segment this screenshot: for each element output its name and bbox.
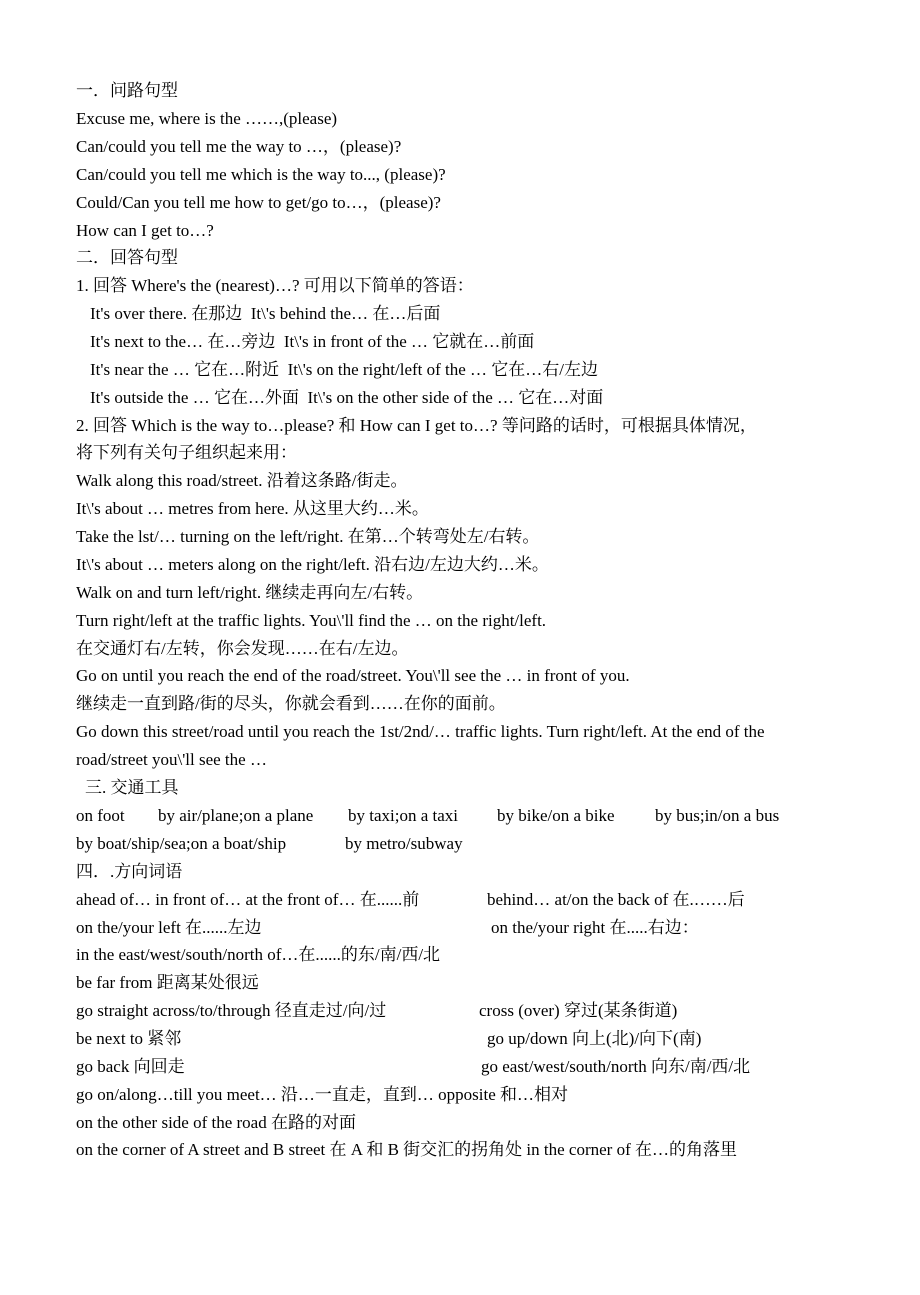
transport-by-bike: by bike/on a bike	[497, 806, 615, 825]
transport-by-taxi: by taxi;on a taxi	[348, 806, 459, 825]
section2-item2-line-6: Turn right/left at the traffic lights. You\'ll find the … on the right/left.	[76, 611, 547, 630]
section2-item2-line-4: It\'s about … meters along on the right/left. 沿右边/左边大约…米。	[76, 555, 549, 574]
direction-go-up-down: go up/down 向上(北)/向下(南)	[487, 1029, 702, 1048]
section2-heading: 二．回答句型	[76, 248, 178, 267]
section2-item1-line-4: It's outside the … 它在…外面 It\'s on the other side of the … 它在…对面	[90, 388, 604, 407]
direction-left: on the/your left 在......左边	[76, 918, 262, 937]
direction-corner: on the corner of A street and B street 在 A 和 B 街交汇的拐角处 in the corner of 在…的角落里	[76, 1140, 737, 1159]
direction-ahead: ahead of… in front of… at the front of… 在......前	[76, 890, 420, 909]
section2-item1-line-1: It's over there. 在那边 It\'s behind the… 在…后面	[90, 304, 441, 323]
section1-heading: 一．问路句型	[76, 81, 178, 100]
section4-heading: 四．.方向词语	[76, 862, 183, 881]
section2-item2-line-11: road/street you\'ll see the …	[76, 750, 267, 769]
direction-behind: behind… at/on the back of 在.……后	[487, 890, 745, 909]
section3-heading: 三. 交通工具	[85, 778, 179, 797]
direction-next-to: be next to 紧邻	[76, 1029, 182, 1048]
section2-item2-line-1: Walk along this road/street. 沿着这条路/街走。	[76, 471, 408, 490]
section1-line-4: Could/Can you tell me how to get/go to…，(please)?	[76, 193, 441, 212]
direction-go-straight: go straight across/to/through 径直走过/向/过	[76, 1001, 387, 1020]
section1-line-3: Can/could you tell me which is the way to..., (please)?	[76, 165, 446, 184]
direction-far-from: be far from 距离某处很远	[76, 973, 259, 992]
section2-item1-intro: 1. 回答 Where's the (nearest)…? 可用以下简单的答语：	[76, 276, 474, 295]
section2-item2-intro-b: 将下列有关句子组织起来用：	[76, 443, 297, 462]
section2-item2-line-5: Walk on and turn left/right. 继续走再向左/右转。	[76, 583, 424, 602]
transport-by-bus: by bus;in/on a bus	[655, 806, 780, 825]
section2-item2-line-7: 在交通灯右/左转，你会发现……在右/左边。	[76, 639, 409, 658]
direction-other-side: on the other side of the road 在路的对面	[76, 1113, 356, 1132]
section2-item2-intro-a: 2. 回答 Which is the way to…please? 和 How can I get to…? 等问路的话时，可根据具体情况，	[76, 416, 757, 435]
section2-item2-line-10: Go down this street/road until you reach the 1st/2nd/… traffic lights. Turn right/left. At the end of the	[76, 722, 765, 741]
direction-go-along: go on/along…till you meet… 沿…一直走，直到… opposite 和…相对	[76, 1085, 569, 1104]
section2-item2-line-3: Take the lst/… turning on the left/right. 在第…个转弯处左/右转。	[76, 527, 540, 546]
direction-go-back: go back 向回走	[76, 1057, 185, 1076]
direction-right: on the/your right 在.....右边：	[491, 918, 699, 937]
section2-item2-line-2: It\'s about … metres from here. 从这里大约…米。	[76, 499, 429, 518]
transport-by-air: by air/plane;on a plane	[158, 806, 314, 825]
transport-by-metro: by metro/subway	[345, 834, 463, 853]
section2-item2-line-9: 继续走一直到路/街的尽头，你就会看到……在你的面前。	[76, 694, 506, 713]
direction-east-west: in the east/west/south/north of…在......的东/南/西/北	[76, 945, 441, 964]
direction-cross-over: cross (over) 穿过(某条街道)	[479, 1001, 678, 1020]
section1-line-1: Excuse me, where is the ……,(please)	[76, 109, 338, 128]
section1-line-5: How can I get to…?	[76, 221, 214, 240]
section2-item1-line-3: It's near the … 它在…附近 It\'s on the right/left of the … 它在…右/左边	[90, 360, 599, 379]
section2-item2-line-8: Go on until you reach the end of the road/street. You\'ll see the … in front of you.	[76, 666, 630, 685]
transport-by-boat: by boat/ship/sea;on a boat/ship	[76, 834, 287, 853]
section2-item1-line-2: It's next to the… 在…旁边 It\'s in front of the … 它就在…前面	[90, 332, 535, 351]
section1-line-2: Can/could you tell me the way to …，(please)?	[76, 137, 402, 156]
direction-go-east: go east/west/south/north 向东/南/西/北	[481, 1057, 751, 1076]
transport-on-foot: on foot	[76, 806, 125, 825]
